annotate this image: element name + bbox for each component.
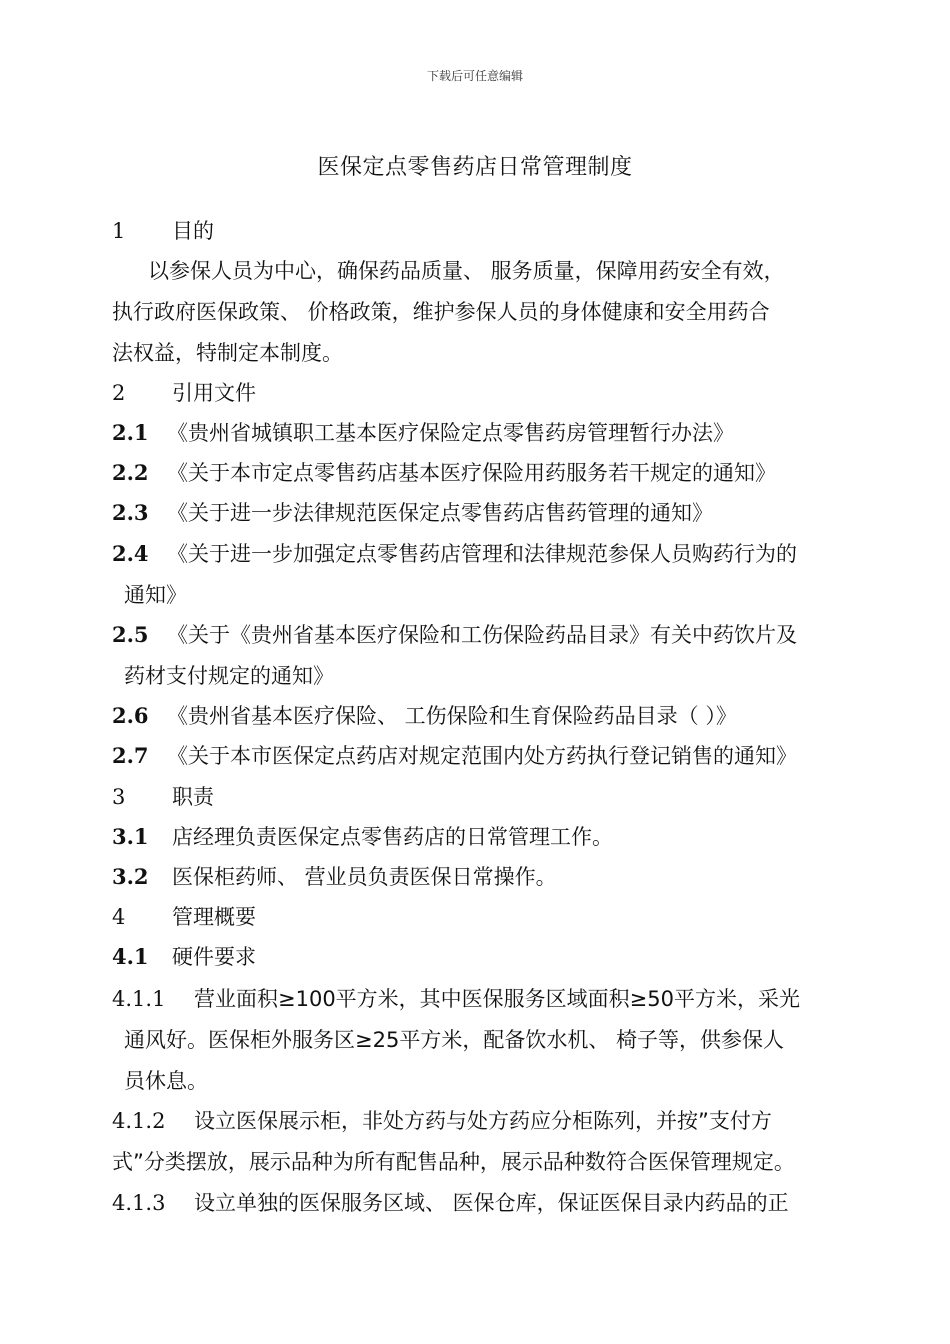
item-text: 《贵州省基本医疗保险、 工伤保险和生育保险药品目录（ ）》 bbox=[167, 704, 737, 728]
item-text: 医保柜药师、 营业员负责医保日常操作。 bbox=[172, 865, 557, 889]
duty-item bbox=[112, 822, 613, 852]
header-note: 下载后可任意编辑 bbox=[426, 69, 523, 83]
item-text: 店经理负责医保定点零售药店的日常管理工作。 bbox=[172, 825, 613, 849]
section-number: 1 bbox=[112, 219, 126, 243]
item-number: 2.2 bbox=[112, 460, 149, 485]
requirement-item bbox=[112, 1106, 772, 1136]
item-number: 3.1 bbox=[112, 824, 149, 849]
item-text: 《贵州省城镇职工基本医疗保险定点零售药房管理暂行办法》 bbox=[167, 421, 734, 445]
reference-item bbox=[112, 458, 776, 488]
paragraph-line: 以参保人员为中心，确保药品质量、 服务质量，保障用药安全有效， bbox=[148, 259, 785, 283]
paragraph-line: 法权益，特制定本制度。 bbox=[112, 341, 343, 365]
reference-item-continuation: 通知》 bbox=[124, 583, 187, 607]
requirement-item bbox=[112, 1188, 789, 1218]
item-number: 2.3 bbox=[112, 500, 149, 525]
section-title: 管理概要 bbox=[172, 905, 256, 929]
reference-item bbox=[112, 498, 713, 528]
item-text: 营业面积≥100平方米，其中医保服务区域面积≥50平方米，采光 bbox=[194, 987, 800, 1011]
section-1-heading bbox=[112, 216, 214, 246]
item-text: 设立单独的医保服务区域、 医保仓库，保证医保目录内药品的正 bbox=[194, 1191, 789, 1215]
requirement-item-continuation: 通风好。医保柜外服务区≥25平方米，配备饮水机、 椅子等，供参保人 bbox=[124, 1028, 784, 1052]
section-3-heading bbox=[112, 782, 214, 812]
page-title: 医保定点零售药店日常管理制度 bbox=[317, 155, 633, 180]
reference-item-continuation: 药材支付规定的通知》 bbox=[124, 664, 334, 688]
requirement-item-continuation: 式”分类摆放，展示品种为所有配售品种，展示品种数符合医保管理规定。 bbox=[112, 1150, 795, 1174]
item-number: 2.7 bbox=[112, 743, 149, 768]
item-number: 2.5 bbox=[112, 622, 149, 647]
item-number: 3.2 bbox=[112, 864, 149, 889]
section-title: 硬件要求 bbox=[172, 945, 256, 969]
item-text: 《关于《贵州省基本医疗保险和工伤保险药品目录》有关中药饮片及 bbox=[167, 623, 797, 647]
duty-item bbox=[112, 862, 557, 892]
reference-item bbox=[112, 701, 737, 731]
section-number: 2 bbox=[112, 381, 126, 405]
section-2-heading bbox=[112, 378, 256, 408]
section-title: 引用文件 bbox=[172, 381, 256, 405]
item-text: 《关于进一步法律规范医保定点零售药店售药管理的通知》 bbox=[167, 501, 713, 525]
item-text: 《关于本市医保定点药店对规定范围内处方药执行登记销售的通知》 bbox=[167, 744, 797, 768]
requirement-item-continuation: 员休息。 bbox=[124, 1069, 208, 1093]
section-number: 4.1 bbox=[112, 944, 149, 969]
section-number: 4 bbox=[112, 905, 126, 929]
subsection-4-1-heading bbox=[112, 942, 256, 972]
requirement-item bbox=[112, 984, 800, 1014]
reference-item bbox=[112, 539, 797, 569]
item-number: 4.1.2 bbox=[112, 1109, 166, 1133]
item-number: 2.6 bbox=[112, 703, 149, 728]
reference-item bbox=[112, 620, 797, 650]
section-title: 目的 bbox=[172, 219, 214, 243]
item-text: 设立医保展示柜，非处方药与处方药应分柜陈列，并按”支付方 bbox=[194, 1109, 772, 1133]
item-number: 2.4 bbox=[112, 541, 149, 566]
item-text: 《关于进一步加强定点零售药店管理和法律规范参保人员购药行为的 bbox=[167, 542, 797, 566]
item-number: 4.1.1 bbox=[112, 987, 166, 1011]
section-4-heading bbox=[112, 902, 256, 932]
item-text: 《关于本市定点零售药店基本医疗保险用药服务若干规定的通知》 bbox=[167, 461, 776, 485]
reference-item bbox=[112, 418, 734, 448]
item-number: 2.1 bbox=[112, 420, 149, 445]
reference-item bbox=[112, 741, 797, 771]
item-number: 4.1.3 bbox=[112, 1191, 166, 1215]
section-number: 3 bbox=[112, 785, 126, 809]
paragraph-line: 执行政府医保政策、 价格政策，维护参保人员的身体健康和安全用药合 bbox=[112, 300, 770, 324]
section-title: 职责 bbox=[172, 785, 214, 809]
